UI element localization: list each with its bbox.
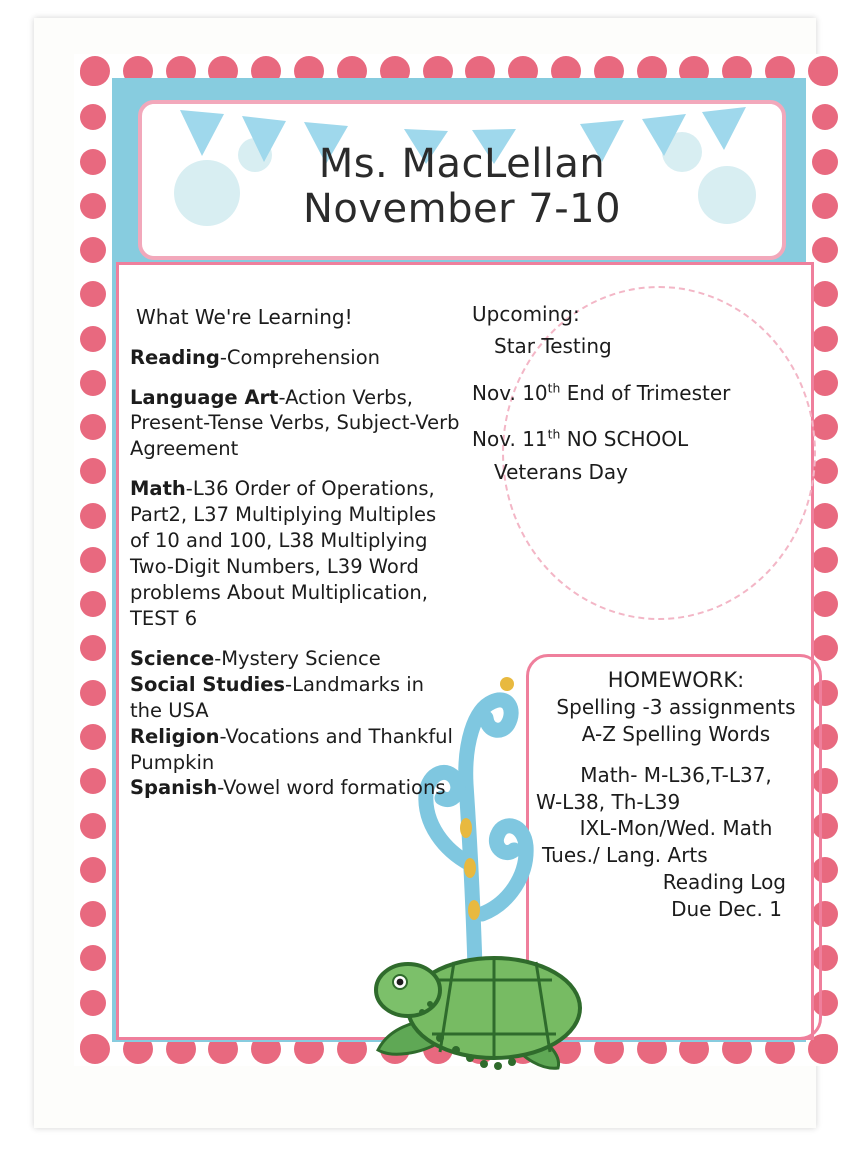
scallop-dot xyxy=(812,104,838,130)
subject-language-art xyxy=(130,385,460,463)
scallop-dot xyxy=(80,281,106,307)
scallop-dot xyxy=(80,901,106,927)
scallop-dot xyxy=(80,724,106,750)
scallop-dot xyxy=(812,370,838,396)
subject-detail: -Mystery Science xyxy=(214,646,381,670)
subject-detail: -Landmarks in the USA xyxy=(130,672,425,722)
scallop-dot xyxy=(80,990,106,1016)
upcoming-date: Nov. 10 xyxy=(472,380,548,405)
homework-heading: HOMEWORK: xyxy=(607,668,745,692)
upcoming-item-veterans-day: Veterans Day xyxy=(494,459,629,484)
homework-line: Reading Log xyxy=(662,869,786,894)
homework-line: IXL-Mon/Wed. Math xyxy=(579,816,773,841)
subject-detail: -Action Verbs, Present-Tense Verbs, Subject-Verb Agreement xyxy=(130,385,460,461)
learning-column xyxy=(130,300,460,801)
scallop-dot xyxy=(80,370,106,396)
scallop-dot xyxy=(80,945,106,971)
subject-religion xyxy=(130,724,460,776)
scallop-dot xyxy=(812,414,838,440)
subject-label: Science xyxy=(130,646,215,670)
subject-science xyxy=(130,646,460,672)
subject-spanish xyxy=(130,775,460,801)
upcoming-item-no-school xyxy=(472,425,802,453)
homework-line: Tues./ Lang. Arts xyxy=(542,843,708,868)
upcoming-date: Nov. 11 xyxy=(472,427,548,452)
scallop-dot xyxy=(80,326,106,352)
subject-label: Spanish xyxy=(130,776,218,800)
homework-content xyxy=(532,666,820,923)
subject-label: Language Art xyxy=(130,385,279,409)
homework-line: A-Z Spelling Words xyxy=(581,721,771,746)
scallop-dot xyxy=(80,149,106,175)
scallop-dot xyxy=(80,1034,106,1060)
subject-detail: -Comprehension xyxy=(219,345,381,369)
subject-reading xyxy=(130,345,460,371)
title-line-1: Ms. MacLellan xyxy=(318,141,606,187)
scallop-dot xyxy=(80,104,106,130)
scallop-dot xyxy=(812,635,838,661)
subject-label: Reading xyxy=(130,345,220,369)
upcoming-text: NO SCHOOL xyxy=(560,427,689,452)
scanned-page xyxy=(34,18,816,1128)
scallop-dot xyxy=(80,503,106,529)
scallop-dot xyxy=(812,60,838,86)
scallop-dot xyxy=(80,591,106,617)
upcoming-text: End of Trimester xyxy=(560,380,731,405)
subject-social-studies xyxy=(130,672,460,724)
scallop-dot xyxy=(80,193,106,219)
scallop-dot xyxy=(812,591,838,617)
subject-detail: -Vocations and Thankful Pumpkin xyxy=(130,724,453,774)
title-banner xyxy=(138,100,786,260)
subject-detail: -Vowel word formations xyxy=(217,776,446,800)
scallop-dot xyxy=(80,60,106,86)
scallop-dot xyxy=(80,768,106,794)
scallop-dot xyxy=(80,813,106,839)
homework-line: Math- M-L36,T-L37, xyxy=(580,762,772,787)
scallop-border-left xyxy=(74,54,112,1066)
scallop-dot xyxy=(812,547,838,573)
homework-line: Spelling -3 assignments xyxy=(556,695,796,720)
scallop-dot xyxy=(80,237,106,263)
upcoming-item-star-testing: Star Testing xyxy=(494,334,612,359)
scallop-dot xyxy=(80,680,106,706)
scallop-dot xyxy=(812,503,838,529)
scallop-dot xyxy=(812,326,838,352)
scallop-dot xyxy=(812,149,838,175)
scallop-dot xyxy=(812,237,838,263)
ordinal-suffix: th xyxy=(547,426,561,442)
homework-line: W-L38, Th-L39 xyxy=(536,789,681,814)
subject-math xyxy=(130,476,460,632)
scallop-dot xyxy=(812,193,838,219)
subject-label: Math xyxy=(130,477,186,501)
homework-spacer xyxy=(532,748,820,762)
scallop-dot xyxy=(80,414,106,440)
scallop-dot xyxy=(80,458,106,484)
scallop-dot xyxy=(80,857,106,883)
scallop-dot xyxy=(812,1034,838,1060)
learning-heading: What We're Learning! xyxy=(130,300,359,335)
scallop-dot xyxy=(80,547,106,573)
subject-label: Social Studies xyxy=(130,672,286,696)
upcoming-column xyxy=(472,300,802,490)
scallop-dot xyxy=(80,635,106,661)
page-title xyxy=(142,142,782,232)
subject-detail: -L36 Order of Operations, Part2, L37 Multiplying Multiples of 10 and 100, L38 Multiplying Two-Digit Numbers, L39 Word problems About Multiplication, TEST 6 xyxy=(130,477,437,630)
scallop-dot xyxy=(812,281,838,307)
title-line-2: November 7-10 xyxy=(302,185,622,232)
homework-line: Due Dec. 1 xyxy=(671,896,782,921)
scallop-dot xyxy=(812,458,838,484)
newsletter-poster xyxy=(74,54,844,1066)
ordinal-suffix: th xyxy=(547,380,561,396)
subject-label: Religion xyxy=(130,724,220,748)
upcoming-item-end-of-trimester xyxy=(472,379,802,407)
upcoming-heading: Upcoming: xyxy=(472,302,580,326)
